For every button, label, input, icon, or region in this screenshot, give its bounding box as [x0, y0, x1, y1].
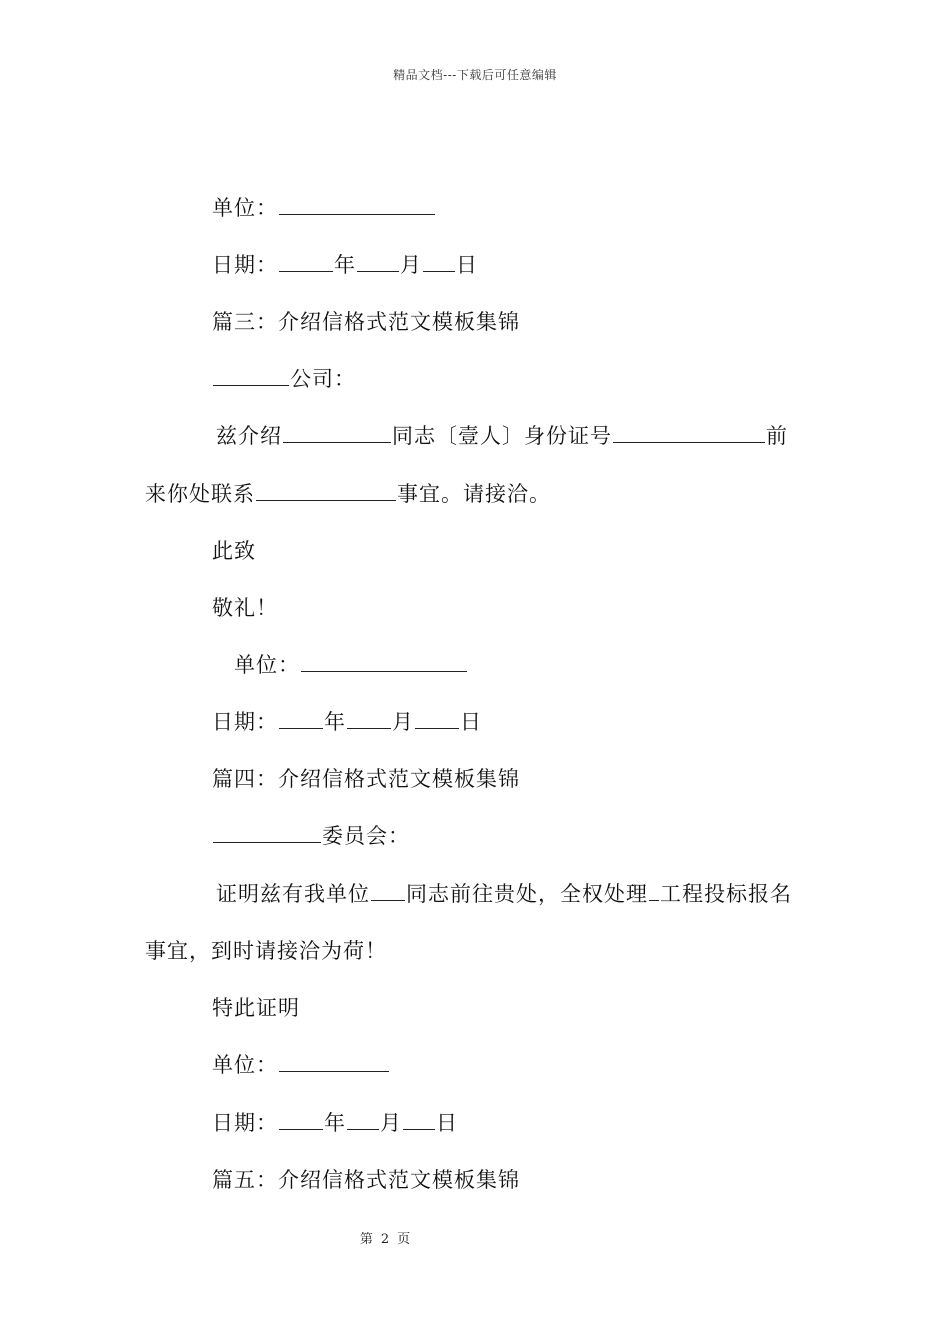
year-blank [279, 708, 323, 729]
page-prefix: 第 [359, 1232, 373, 1247]
unit-line-2: 单位： [234, 650, 468, 680]
unit-blank [279, 1051, 389, 1072]
project-blank [649, 880, 659, 901]
unit-blank [279, 194, 435, 215]
certify-close-line: 特此证明 [212, 996, 300, 1020]
month-blank [357, 251, 399, 272]
company-blank [213, 365, 289, 386]
unit-line-3: 单位： [212, 1050, 390, 1080]
year-blank [279, 1109, 323, 1130]
date-line-2: 日期： 年 月 日 [212, 710, 482, 734]
person-blank [371, 880, 405, 901]
page-header: 精品文档---下载后可任意编辑 [393, 68, 557, 82]
committee-line: 委员会： [212, 821, 410, 851]
date-line-3: 日期： 年 月 日 [212, 1111, 458, 1135]
page-suffix: 页 [397, 1232, 411, 1247]
committee-blank [213, 822, 321, 843]
company-line: 公司： [212, 364, 356, 394]
section-title-5: 篇五：介绍信格式范文模板集锦 [212, 1168, 520, 1192]
salutation-line: 此致 [212, 539, 256, 563]
unit-blank [301, 651, 467, 672]
unit-line-1: 单位： [212, 193, 436, 223]
certify-line: 证明兹有我单位 同志前往贵处，全权处理 工程投标报名 [216, 882, 792, 906]
page-footer [0, 1228, 770, 1247]
day-blank [423, 251, 455, 272]
section-title-4: 篇四：介绍信格式范文模板集锦 [212, 767, 520, 791]
day-blank [415, 708, 459, 729]
regards-line: 敬礼！ [212, 596, 278, 620]
intro-line: 兹介绍 同志〔壹人〕身份证号 前 [216, 424, 788, 448]
name-blank [283, 422, 391, 443]
section-title-3: 篇三：介绍信格式范文模板集锦 [212, 310, 520, 334]
matter-blank [256, 480, 396, 501]
id-blank [613, 422, 765, 443]
date-line-1: 日期： 年 月 日 [212, 253, 478, 277]
year-blank [279, 251, 333, 272]
month-blank [347, 1109, 379, 1130]
month-blank [347, 708, 391, 729]
contact-line: 来你处联系 事宜。请接洽。 [145, 482, 551, 506]
day-blank [403, 1109, 435, 1130]
page-number: 2 [380, 1232, 390, 1247]
matter-line: 事宜，到时请接洽为荷！ [145, 939, 387, 963]
